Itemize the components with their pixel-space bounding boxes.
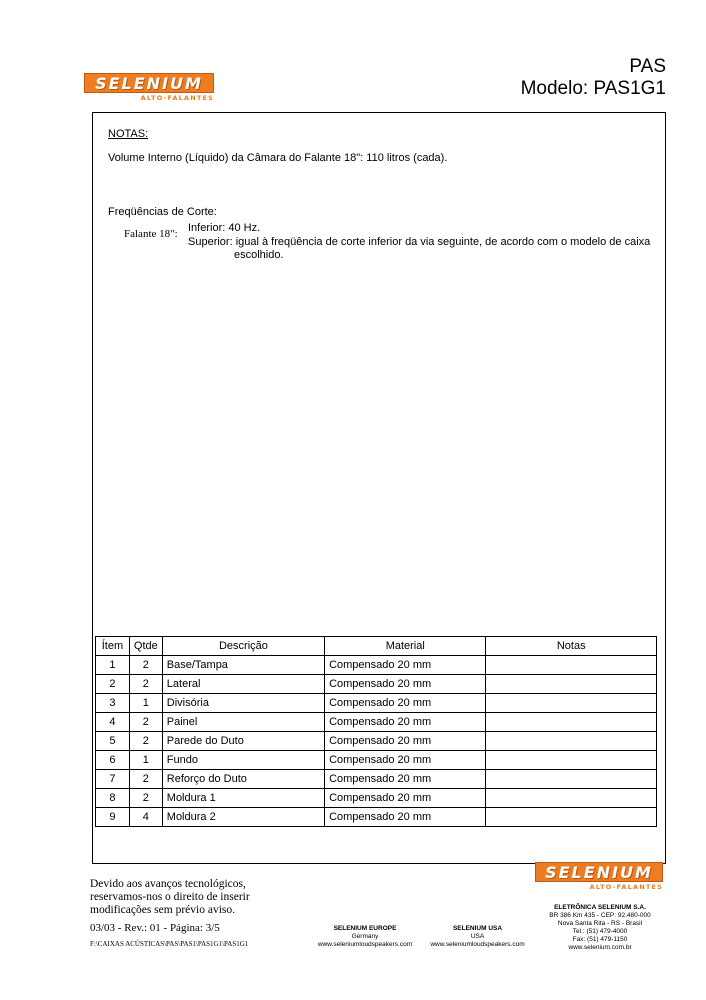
disclaimer-line: reservamos-nos o direito de inserir [90,891,250,903]
cell-item: 3 [96,694,130,713]
cell-description: Divisória [162,694,324,713]
col-header-description: Descrição [162,637,324,656]
office-name: SELENIUM USA [452,925,503,932]
office-name: SELENIUM EUROPE [333,925,397,932]
cell-item: 1 [96,656,130,675]
selenium-logo-bottom [535,862,663,891]
office-web: www.seleniumloudspeakers.com [430,941,525,948]
revision-info: 03/03 - Rev.: 01 - Página: 3/5 [90,922,220,934]
cell-notes [486,808,657,827]
cell-description: Moldura 2 [162,808,324,827]
cell-item: 5 [96,732,130,751]
table-header-row [96,637,657,656]
freq-superior [188,236,658,262]
cell-description: Painel [162,713,324,732]
office-fax: Fax: (51) 479-1150 [572,936,628,943]
office-country: USA [470,933,485,940]
cell-material: Compensado 20 mm [325,789,486,808]
col-header-material: Material [325,637,486,656]
freq-superior-cont: escolhido. [234,249,284,261]
office-name: ELETRÔNICA SELENIUM S.A. [554,904,646,911]
model-title: Modelo: PAS1G1 [520,78,666,99]
cell-description: Fundo [162,751,324,770]
cell-qty: 2 [129,713,162,732]
cell-material: Compensado 20 mm [325,656,486,675]
table-row [96,656,657,675]
office-brazil [540,904,660,952]
cell-qty: 2 [129,675,162,694]
cell-qty: 1 [129,694,162,713]
col-header-item: Ítem [96,637,130,656]
logo-subtitle: ALTO-FALANTES [589,883,663,891]
cell-material: Compensado 20 mm [325,751,486,770]
table-row [96,694,657,713]
logo-subtitle: ALTO-FALANTES [140,94,214,102]
cell-notes [486,656,657,675]
freq-inferior: Inferior: 40 Hz. [188,222,261,234]
logo-wordmark: SELENIUM [535,862,663,882]
cell-material: Compensado 20 mm [325,770,486,789]
cell-item: 9 [96,808,130,827]
freq-speaker-label: Falante 18": [124,228,178,240]
cell-description: Lateral [162,675,324,694]
cell-qty: 2 [129,732,162,751]
office-europe [300,925,430,949]
cell-notes [486,713,657,732]
cell-material: Compensado 20 mm [325,808,486,827]
cell-notes [486,694,657,713]
office-address: Nova Santa Rita - RS - Brasil [557,920,643,927]
cell-notes [486,675,657,694]
cell-description: Base/Tampa [162,656,324,675]
disclaimer-line: Devido aos avanços tecnológicos, [90,878,246,890]
cell-qty: 1 [129,751,162,770]
cell-notes [486,751,657,770]
table-row [96,770,657,789]
freq-heading: Freqüências de Corte: [108,206,217,218]
office-usa [420,925,535,949]
cell-material: Compensado 20 mm [325,732,486,751]
cell-qty: 2 [129,656,162,675]
selenium-logo-top [84,73,214,102]
disclaimer-line: modificações sem prévio aviso. [90,904,235,916]
freq-superior-text: Superior: igual à freqüência de corte inferior da via seguinte, de acordo com o modelo de caixa [188,236,651,248]
file-path: F:\CAIXAS ACÚSTICAS\PAS\PAS1\PAS1G1\PAS1G1 [90,940,249,948]
office-country: Germany [351,933,379,940]
disclaimer [90,878,250,917]
col-header-qty: Qtde [129,637,162,656]
office-web: www.seleniumloudspeakers.com [317,941,413,948]
table-row [96,808,657,827]
logo-wordmark: SELENIUM [84,73,214,93]
col-header-notes: Notas [486,637,657,656]
cell-item: 2 [96,675,130,694]
cell-qty: 2 [129,789,162,808]
cell-item: 7 [96,770,130,789]
cell-description: Parede do Duto [162,732,324,751]
cell-item: 8 [96,789,130,808]
cell-material: Compensado 20 mm [325,675,486,694]
table-row [96,732,657,751]
cell-description: Reforço do Duto [162,770,324,789]
table-row [96,751,657,770]
cell-qty: 2 [129,770,162,789]
office-web: www.selenium.com.br [568,944,632,951]
table-row [96,713,657,732]
parts-table [95,636,657,827]
product-title: PAS [629,56,666,77]
office-address: BR 386 Km 435 - CEP: 92.480-000 [549,912,651,919]
table-row [96,789,657,808]
cell-item: 4 [96,713,130,732]
cell-notes [486,789,657,808]
cell-qty: 4 [129,808,162,827]
cell-material: Compensado 20 mm [325,694,486,713]
cell-material: Compensado 20 mm [325,713,486,732]
office-phone: Tel.: (51) 479-4000 [572,928,628,935]
table-row [96,675,657,694]
cell-notes [486,770,657,789]
cell-notes [486,732,657,751]
notes-volume: Volume Interno (Líquido) da Câmara do Falante 18": 110 litros (cada). [108,152,448,164]
cell-item: 6 [96,751,130,770]
notes-heading: NOTAS: [108,128,149,140]
cell-description: Moldura 1 [162,789,324,808]
